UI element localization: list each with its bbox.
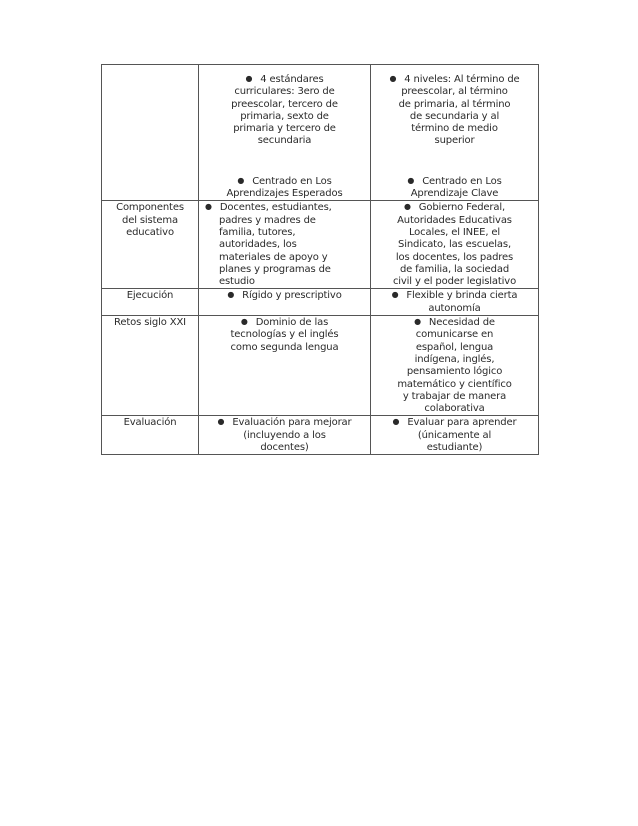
cell-line: y trabajar de manera [402,390,507,402]
cell-line: 4 niveles: Al término de [404,74,520,85]
cell-line: Sindicato, las escuelas, [398,239,511,251]
table-cell [199,316,371,416]
cell-line: de familia, la sociedad [399,263,510,275]
table-cell [371,201,539,289]
bullet-item [371,316,538,415]
cell-line: primaria y tercero de [233,123,336,135]
cell-line: comunicarse en [415,329,494,341]
bullet-item [199,416,370,454]
cell-line: Flexible y brinda cierta [406,290,518,302]
cell-line: familia, tutores, [219,226,296,238]
bullet-icon: ● [414,317,421,327]
cell-line: autonomía [428,302,481,314]
cell-line: Rígido y prescriptivo [242,290,342,302]
table-row [102,201,539,289]
cell-line: matemático y científico [397,378,512,390]
table-cell [199,289,371,316]
cell-line: superior [434,135,475,147]
cell-line: Gobierno Federal, [418,202,506,214]
bullet-item [199,316,370,354]
cell-line: Dominio de las [255,317,329,329]
table-cell [371,316,539,416]
bullet-icon: ● [205,202,212,212]
cell-line: autoridades, los [219,239,297,251]
cell-line: civil y el poder legislativo [392,276,517,288]
row-label [102,201,199,289]
cell-line: Docentes, estudiantes, [219,202,332,214]
bullet-icon: ● [245,74,253,83]
cell-line: (únicamente al [417,429,492,441]
cell-line: estudio [219,276,255,288]
cell-line: de primaria, al término [398,98,511,110]
cell-line: pensamiento lógico [406,366,503,378]
cell-line: planes y programas de [219,263,331,275]
bullet-icon: ● [392,417,400,427]
cell-line: tecnologías y el inglés [230,329,339,341]
cell-line: Autoridades Educativas [397,214,512,226]
cell-line: secundaria [257,135,312,147]
bullet-icon: ● [217,417,225,427]
cell-line: Necesidad de [428,317,495,329]
label-line: educativo [126,226,174,238]
cell-line: indígena, inglés, [414,353,495,365]
cell-line: materiales de apoyo y [219,251,328,263]
cell-line: primaria, sexto de [240,110,329,122]
bullet-icon: ● [389,74,397,83]
table-cell [371,289,539,316]
table-cell [199,65,371,201]
cell-line: Evaluación para mejorar [232,417,352,429]
comparison-table [101,64,539,455]
cell-line: (incluyendo a los [243,429,326,441]
bullet-icon: ● [403,202,411,212]
table-cell [371,416,539,455]
bullet-icon: ● [407,175,415,185]
label-line: Retos siglo XXI [114,317,186,329]
cell-line: Centrado en Los [252,175,332,187]
bullet-icon: ● [237,175,245,185]
cell-line: Aprendizajes Esperados [226,188,343,200]
cell-line: como segunda lengua [230,341,339,353]
row-label [102,289,199,316]
label-line: Ejecución [126,290,174,302]
cell-line: padres y madres de [219,214,316,226]
cell-line: preescolar, al término [401,86,508,98]
row-label [102,316,199,416]
table-row [102,416,539,455]
table-row [102,289,539,316]
cell-line: curriculares: 3ero de [234,86,335,98]
cell-line: docentes) [260,442,309,454]
bullet-item [371,65,538,148]
bullet-item [199,65,370,148]
label-line: Evaluación [123,417,177,429]
bullet-icon: ● [240,317,248,327]
cell-line: 4 estándares [260,74,324,85]
cell-line: preescolar, tercero de [231,98,338,110]
cell-line: español, lengua [415,341,494,353]
cell-line: colaborativa [424,403,485,415]
table-cell [371,65,539,201]
table-cell [199,201,371,289]
cell-line: estudiante) [426,442,483,454]
bullet-icon: ● [227,290,235,300]
bullet-icon: ● [391,290,399,300]
bullet-item [199,148,370,201]
cell-line: Locales, el INEE, el [408,226,501,238]
cell-line: de secundaria y al [409,110,500,122]
cell-line: Aprendizaje Clave [410,188,499,200]
row-label [102,416,199,455]
cell-line: Evaluar para aprender [407,417,517,429]
bullet-item [371,148,538,201]
cell-line: los docentes, los padres [395,251,514,263]
table-cell [199,416,371,455]
table-cell-label-empty [102,65,199,201]
table-row [102,316,539,416]
label-line: del sistema [122,214,178,226]
bullet-item [371,289,538,315]
bullet-item [371,416,538,454]
cell-line: Centrado en Los [422,175,502,187]
bullet-item [199,289,370,302]
bullet-item [371,201,538,288]
table-row [102,65,539,201]
bullet-item [199,201,370,288]
cell-line: término de medio [411,123,498,135]
label-line: Componentes [116,202,184,214]
